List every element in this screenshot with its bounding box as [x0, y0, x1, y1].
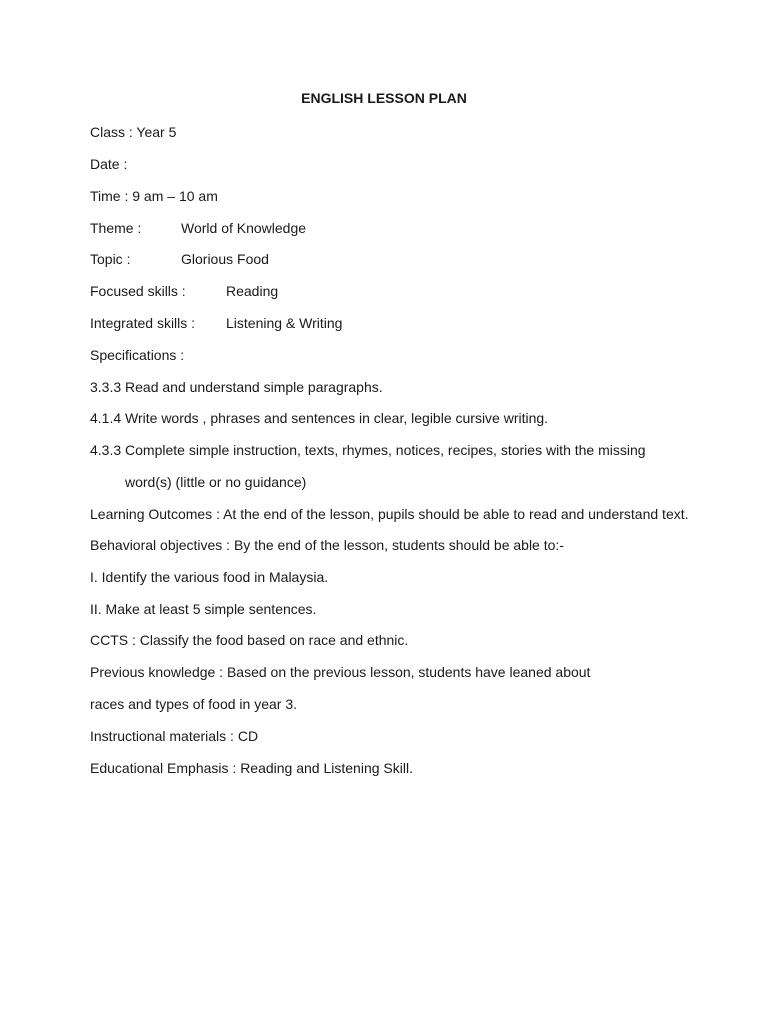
specifications-label: Specifications :: [90, 347, 185, 363]
previous-knowledge: Previous knowledge : Based on the previous lesson, students have leaned about: [90, 664, 591, 680]
spec-item-continuation: word(s) (little or no guidance): [125, 474, 307, 490]
learning-outcomes: Learning Outcomes : At the end of the lesson, pupils should be able to read and understand text.: [90, 506, 689, 522]
integrated-skills-row: [90, 314, 690, 332]
topic-label: Topic :: [90, 251, 131, 267]
theme-row: [90, 219, 690, 237]
objective-item: I. Identify the various food in Malaysia.: [90, 569, 329, 585]
document-title: ENGLISH LESSON PLAN: [301, 90, 467, 106]
focused-skills-row: [90, 282, 690, 300]
spec-item: 4.3.3 Complete simple instruction, texts, rhymes, notices, recipes, stories with the missing: [90, 442, 646, 458]
time-field: Time : 9 am – 10 am: [90, 188, 218, 204]
spec-item: 3.3.3 Read and understand simple paragraphs.: [90, 379, 383, 395]
behavioral-objectives: Behavioral objectives : By the end of the lesson, students should be able to:-: [90, 537, 564, 553]
focused-skills-label: Focused skills :: [90, 283, 186, 299]
topic-row: [90, 250, 690, 268]
theme-label: Theme :: [90, 220, 142, 236]
integrated-skills-value: Listening & Writing: [226, 315, 343, 331]
topic-value: Glorious Food: [181, 251, 269, 267]
educational-emphasis: Educational Emphasis : Reading and Listening Skill.: [90, 760, 413, 776]
date-field: Date :: [90, 156, 128, 172]
spec-item: 4.1.4 Write words , phrases and sentences in clear, legible cursive writing.: [90, 410, 549, 426]
integrated-skills-label: Integrated skills :: [90, 315, 196, 331]
previous-knowledge-continuation: races and types of food in year 3.: [90, 696, 298, 712]
instructional-materials: Instructional materials : CD: [90, 728, 259, 744]
theme-value: World of Knowledge: [181, 220, 307, 236]
focused-skills-value: Reading: [226, 283, 279, 299]
ccts: CCTS : Classify the food based on race and ethnic.: [90, 632, 409, 648]
class-field: Class : Year 5: [90, 124, 177, 140]
objective-item: II. Make at least 5 simple sentences.: [90, 601, 317, 617]
